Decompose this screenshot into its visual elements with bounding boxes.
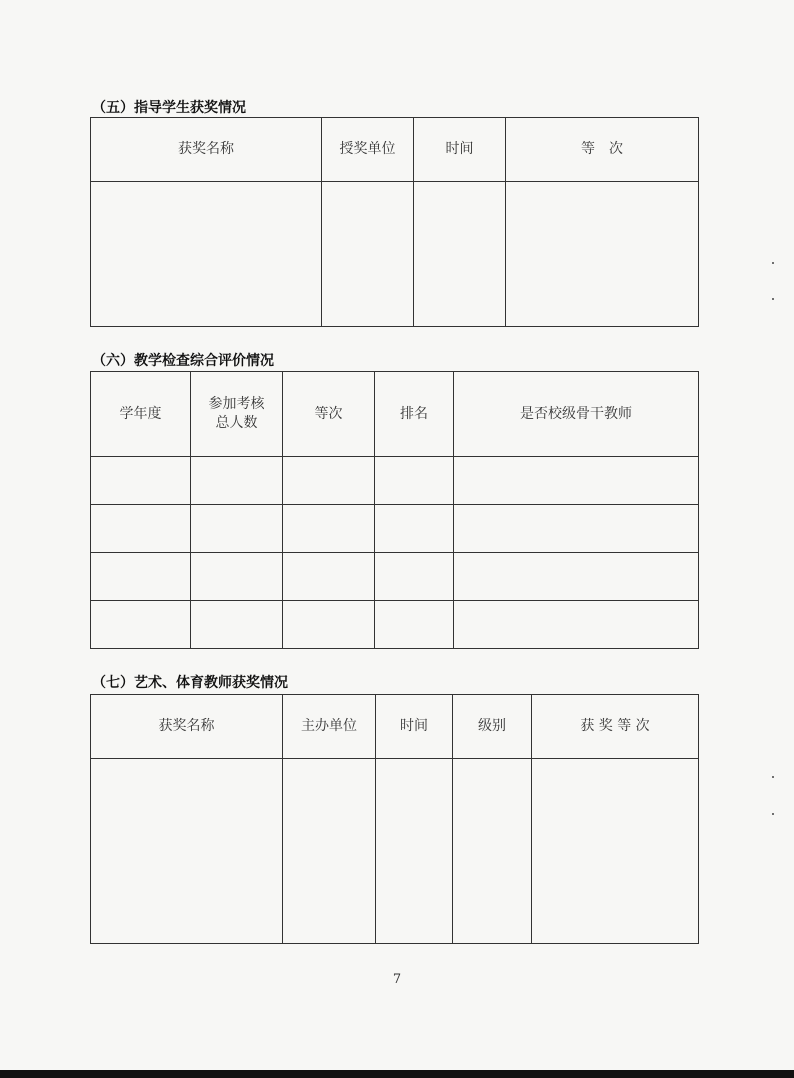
art-pe-awards-table [90, 694, 699, 944]
cell[interactable] [191, 505, 283, 553]
page-number: 7 [392, 972, 402, 987]
cell[interactable] [454, 601, 699, 649]
cell[interactable] [453, 759, 532, 944]
cell[interactable] [375, 553, 454, 601]
scan-speck [772, 813, 774, 815]
table-row [91, 182, 699, 327]
cell[interactable] [454, 457, 699, 505]
cell[interactable] [375, 601, 454, 649]
cell[interactable] [191, 553, 283, 601]
cell[interactable] [283, 601, 375, 649]
header-time: 时间 [414, 118, 506, 182]
header-award-name: 获奖名称 [91, 695, 283, 759]
cell-award-name[interactable] [91, 182, 322, 327]
table-row [91, 505, 699, 553]
header-award-name: 获奖名称 [91, 118, 322, 182]
section-title-teaching-evaluation: （六）教学检查综合评价情况 [92, 353, 274, 369]
cell-time[interactable] [414, 182, 506, 327]
scan-speck [772, 262, 774, 264]
header-awarding-unit: 授奖单位 [322, 118, 414, 182]
cell[interactable] [532, 759, 699, 944]
table-row [91, 759, 699, 944]
header-school-year: 学年度 [91, 372, 191, 457]
cell[interactable] [454, 553, 699, 601]
scan-bottom-edge [0, 1070, 794, 1078]
cell[interactable] [91, 601, 191, 649]
cell[interactable] [283, 505, 375, 553]
cell[interactable] [375, 457, 454, 505]
cell[interactable] [283, 457, 375, 505]
header-level: 级别 [453, 695, 532, 759]
table-row [91, 457, 699, 505]
table-row [91, 601, 699, 649]
cell[interactable] [191, 601, 283, 649]
cell[interactable] [91, 457, 191, 505]
section-title-student-awards: （五）指导学生获奖情况 [92, 100, 246, 116]
teaching-evaluation-table [90, 371, 699, 649]
table-header-row [91, 118, 699, 182]
cell-awarding-unit[interactable] [322, 182, 414, 327]
header-backbone-teacher: 是否校级骨干教师 [454, 372, 699, 457]
cell[interactable] [91, 505, 191, 553]
header-organizer: 主办单位 [283, 695, 376, 759]
cell[interactable] [91, 553, 191, 601]
header-rank: 等 次 [506, 118, 699, 182]
header-ranking: 排名 [375, 372, 454, 457]
table-header-row [91, 372, 699, 457]
cell[interactable] [376, 759, 453, 944]
cell[interactable] [191, 457, 283, 505]
scan-speck [772, 776, 774, 778]
cell[interactable] [454, 505, 699, 553]
scan-speck [772, 298, 774, 300]
cell[interactable] [375, 505, 454, 553]
table-header-row [91, 695, 699, 759]
header-award-grade: 获 奖 等 次 [532, 695, 699, 759]
table-row [91, 553, 699, 601]
header-time: 时间 [376, 695, 453, 759]
cell[interactable] [283, 759, 376, 944]
header-participant-count: 参加考核 总人数 [191, 372, 283, 457]
section-title-art-pe-awards: （七）艺术、体育教师获奖情况 [92, 675, 288, 691]
cell-rank[interactable] [506, 182, 699, 327]
cell[interactable] [91, 759, 283, 944]
cell[interactable] [283, 553, 375, 601]
header-grade: 等次 [283, 372, 375, 457]
student-awards-table [90, 117, 699, 327]
